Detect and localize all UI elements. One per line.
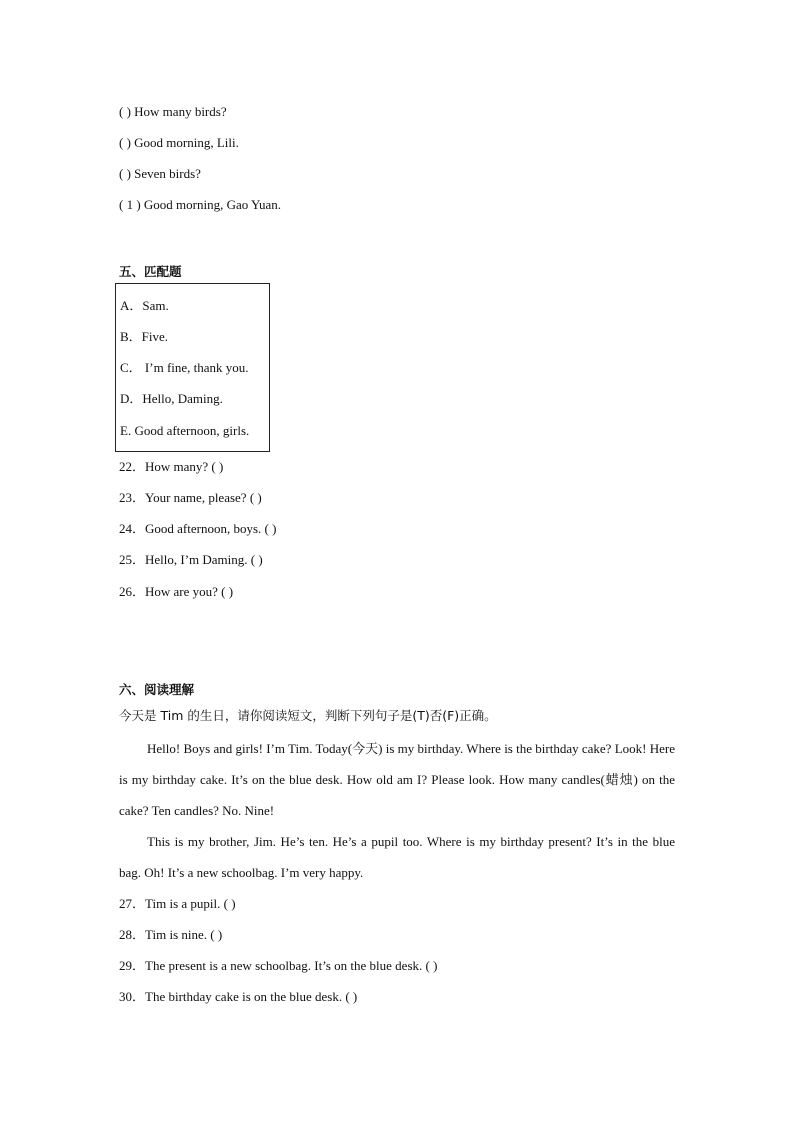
question-28: 28．Tim is nine. ( ): [119, 927, 223, 942]
option-c: C． I’m fine, thank you.: [120, 360, 249, 375]
section-5-heading: 五、匹配题: [119, 264, 182, 279]
option-e: E. Good afternoon, girls.: [120, 423, 250, 438]
question-30: 30．The birthday cake is on the blue desk. ( ): [119, 989, 358, 1004]
reading-paragraph-1: Hello! Boys and girls! I’m Tim. Today(今天) is my birthday. Where is the birthday cake? Look! Here is my birthday cake. It’s on the blue desk. How old am I? Please look. How many candles(蜡烛) on the cake? Ten candles? No. Nine!: [119, 741, 675, 818]
option-b: B．Five.: [120, 329, 169, 344]
question-27: 27．Tim is a pupil. ( ): [119, 896, 236, 911]
option-d: D．Hello, Daming.: [120, 391, 223, 406]
question-23: 23．Your name, please? ( ): [119, 490, 262, 505]
ordering-item-4: ( 1 ) Good morning, Gao Yuan.: [119, 197, 281, 212]
question-24: 24．Good afternoon, boys. ( ): [119, 521, 277, 536]
matching-options-box: [115, 283, 270, 452]
option-a: A．Sam.: [120, 298, 169, 313]
section-6-heading: 六、阅读理解: [119, 682, 195, 697]
reading-paragraph-2: This is my brother, Jim. He’s ten. He’s a pupil too. Where is my birthday present? It’s in the blue bag. Oh! It’s a new schoolbag. I’m very happy.: [119, 834, 675, 880]
reading-instruction: 今天是 Tim 的生日，请你阅读短文，判断下列句子是(T)否(F)正确。: [119, 708, 497, 723]
ordering-item-2: ( ) Good morning, Lili.: [119, 135, 239, 150]
ordering-item-3: ( ) Seven birds?: [119, 166, 201, 181]
question-25: 25．Hello, I’m Daming. ( ): [119, 552, 263, 567]
question-22: 22．How many? ( ): [119, 459, 224, 474]
question-26: 26．How are you? ( ): [119, 584, 234, 599]
question-29: 29．The present is a new schoolbag. It’s on the blue desk. ( ): [119, 958, 438, 973]
ordering-item-1: ( ) How many birds?: [119, 104, 227, 119]
